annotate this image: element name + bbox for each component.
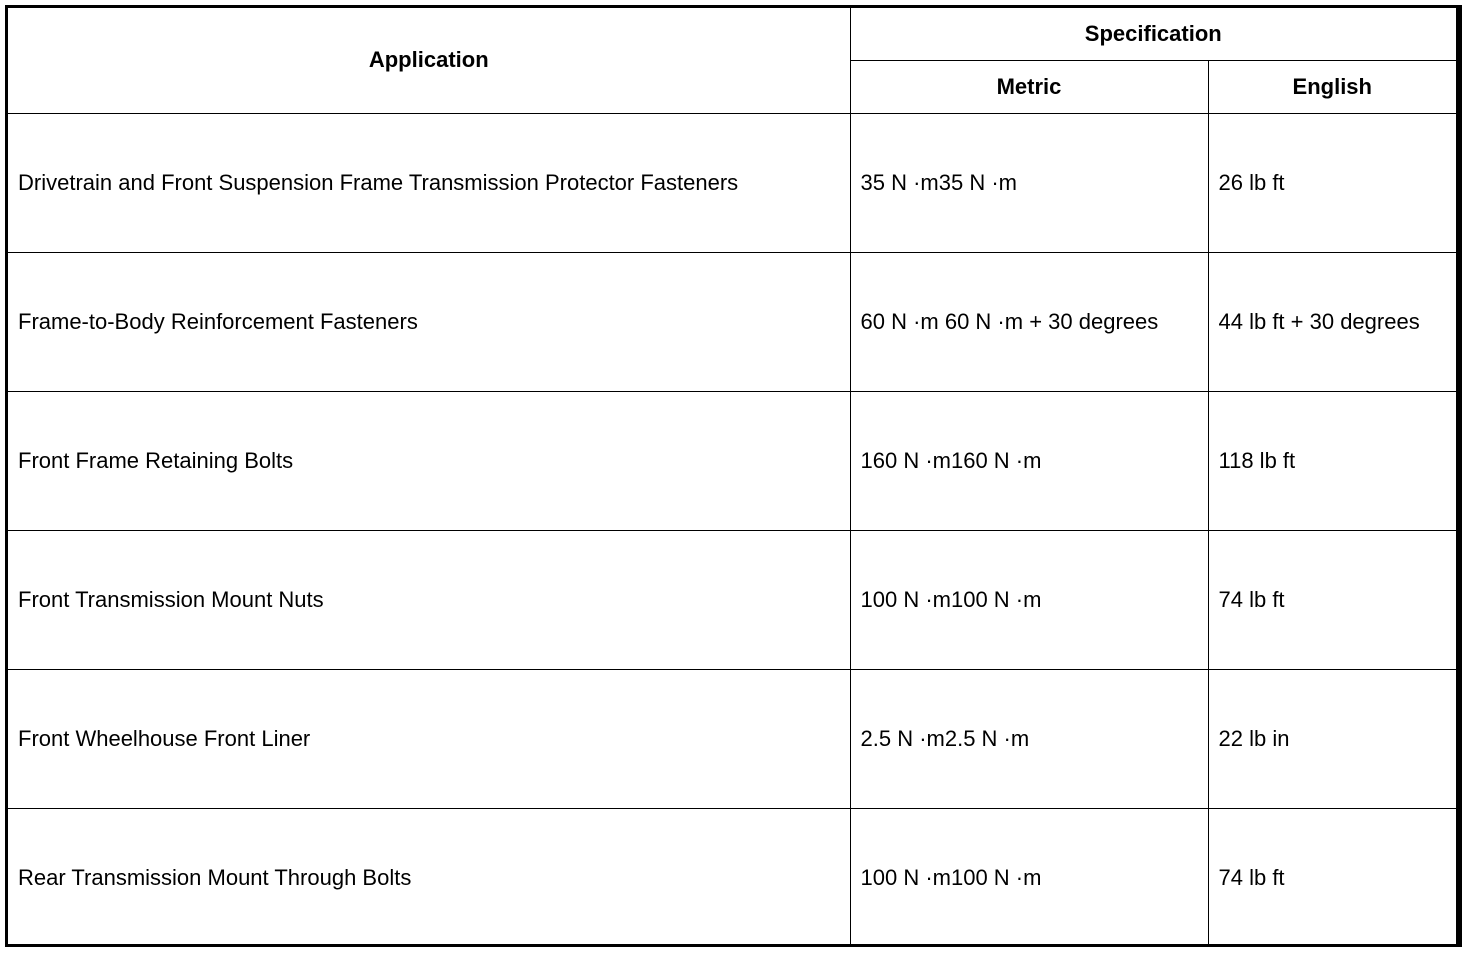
english-cell: 26 lb ft bbox=[1208, 113, 1456, 252]
specification-column-header: Specification bbox=[850, 8, 1456, 60]
english-cell: 44 lb ft + 30 degrees bbox=[1208, 252, 1456, 391]
table-row bbox=[8, 252, 1456, 391]
application-cell: Front Frame Retaining Bolts bbox=[8, 391, 850, 530]
application-column-header: Application bbox=[8, 8, 850, 113]
application-cell: Front Transmission Mount Nuts bbox=[8, 530, 850, 669]
table-row bbox=[8, 808, 1456, 947]
fastener-specification-table bbox=[8, 8, 1456, 947]
table-row bbox=[8, 530, 1456, 669]
table-header-row bbox=[8, 8, 1456, 60]
english-column-header: English bbox=[1208, 60, 1456, 113]
english-cell: 22 lb in bbox=[1208, 669, 1456, 808]
application-cell: Front Wheelhouse Front Liner bbox=[8, 669, 850, 808]
table-row bbox=[8, 113, 1456, 252]
english-cell: 118 lb ft bbox=[1208, 391, 1456, 530]
metric-cell: 35 N ·m35 N ·m bbox=[850, 113, 1208, 252]
metric-cell: 100 N ·m100 N ·m bbox=[850, 530, 1208, 669]
application-cell: Frame-to-Body Reinforcement Fasteners bbox=[8, 252, 850, 391]
metric-cell: 2.5 N ·m2.5 N ·m bbox=[850, 669, 1208, 808]
application-cell: Drivetrain and Front Suspension Frame Transmission Protector Fasteners bbox=[8, 113, 850, 252]
english-cell: 74 lb ft bbox=[1208, 808, 1456, 947]
specification-table-frame bbox=[5, 5, 1459, 947]
table-row bbox=[8, 669, 1456, 808]
metric-cell: 160 N ·m160 N ·m bbox=[850, 391, 1208, 530]
application-cell: Rear Transmission Mount Through Bolts bbox=[8, 808, 850, 947]
metric-cell: 100 N ·m100 N ·m bbox=[850, 808, 1208, 947]
table-edge-shadow bbox=[1459, 5, 1462, 947]
metric-cell: 60 N ·m 60 N ·m + 30 degrees bbox=[850, 252, 1208, 391]
metric-column-header: Metric bbox=[850, 60, 1208, 113]
english-cell: 74 lb ft bbox=[1208, 530, 1456, 669]
table-row bbox=[8, 391, 1456, 530]
